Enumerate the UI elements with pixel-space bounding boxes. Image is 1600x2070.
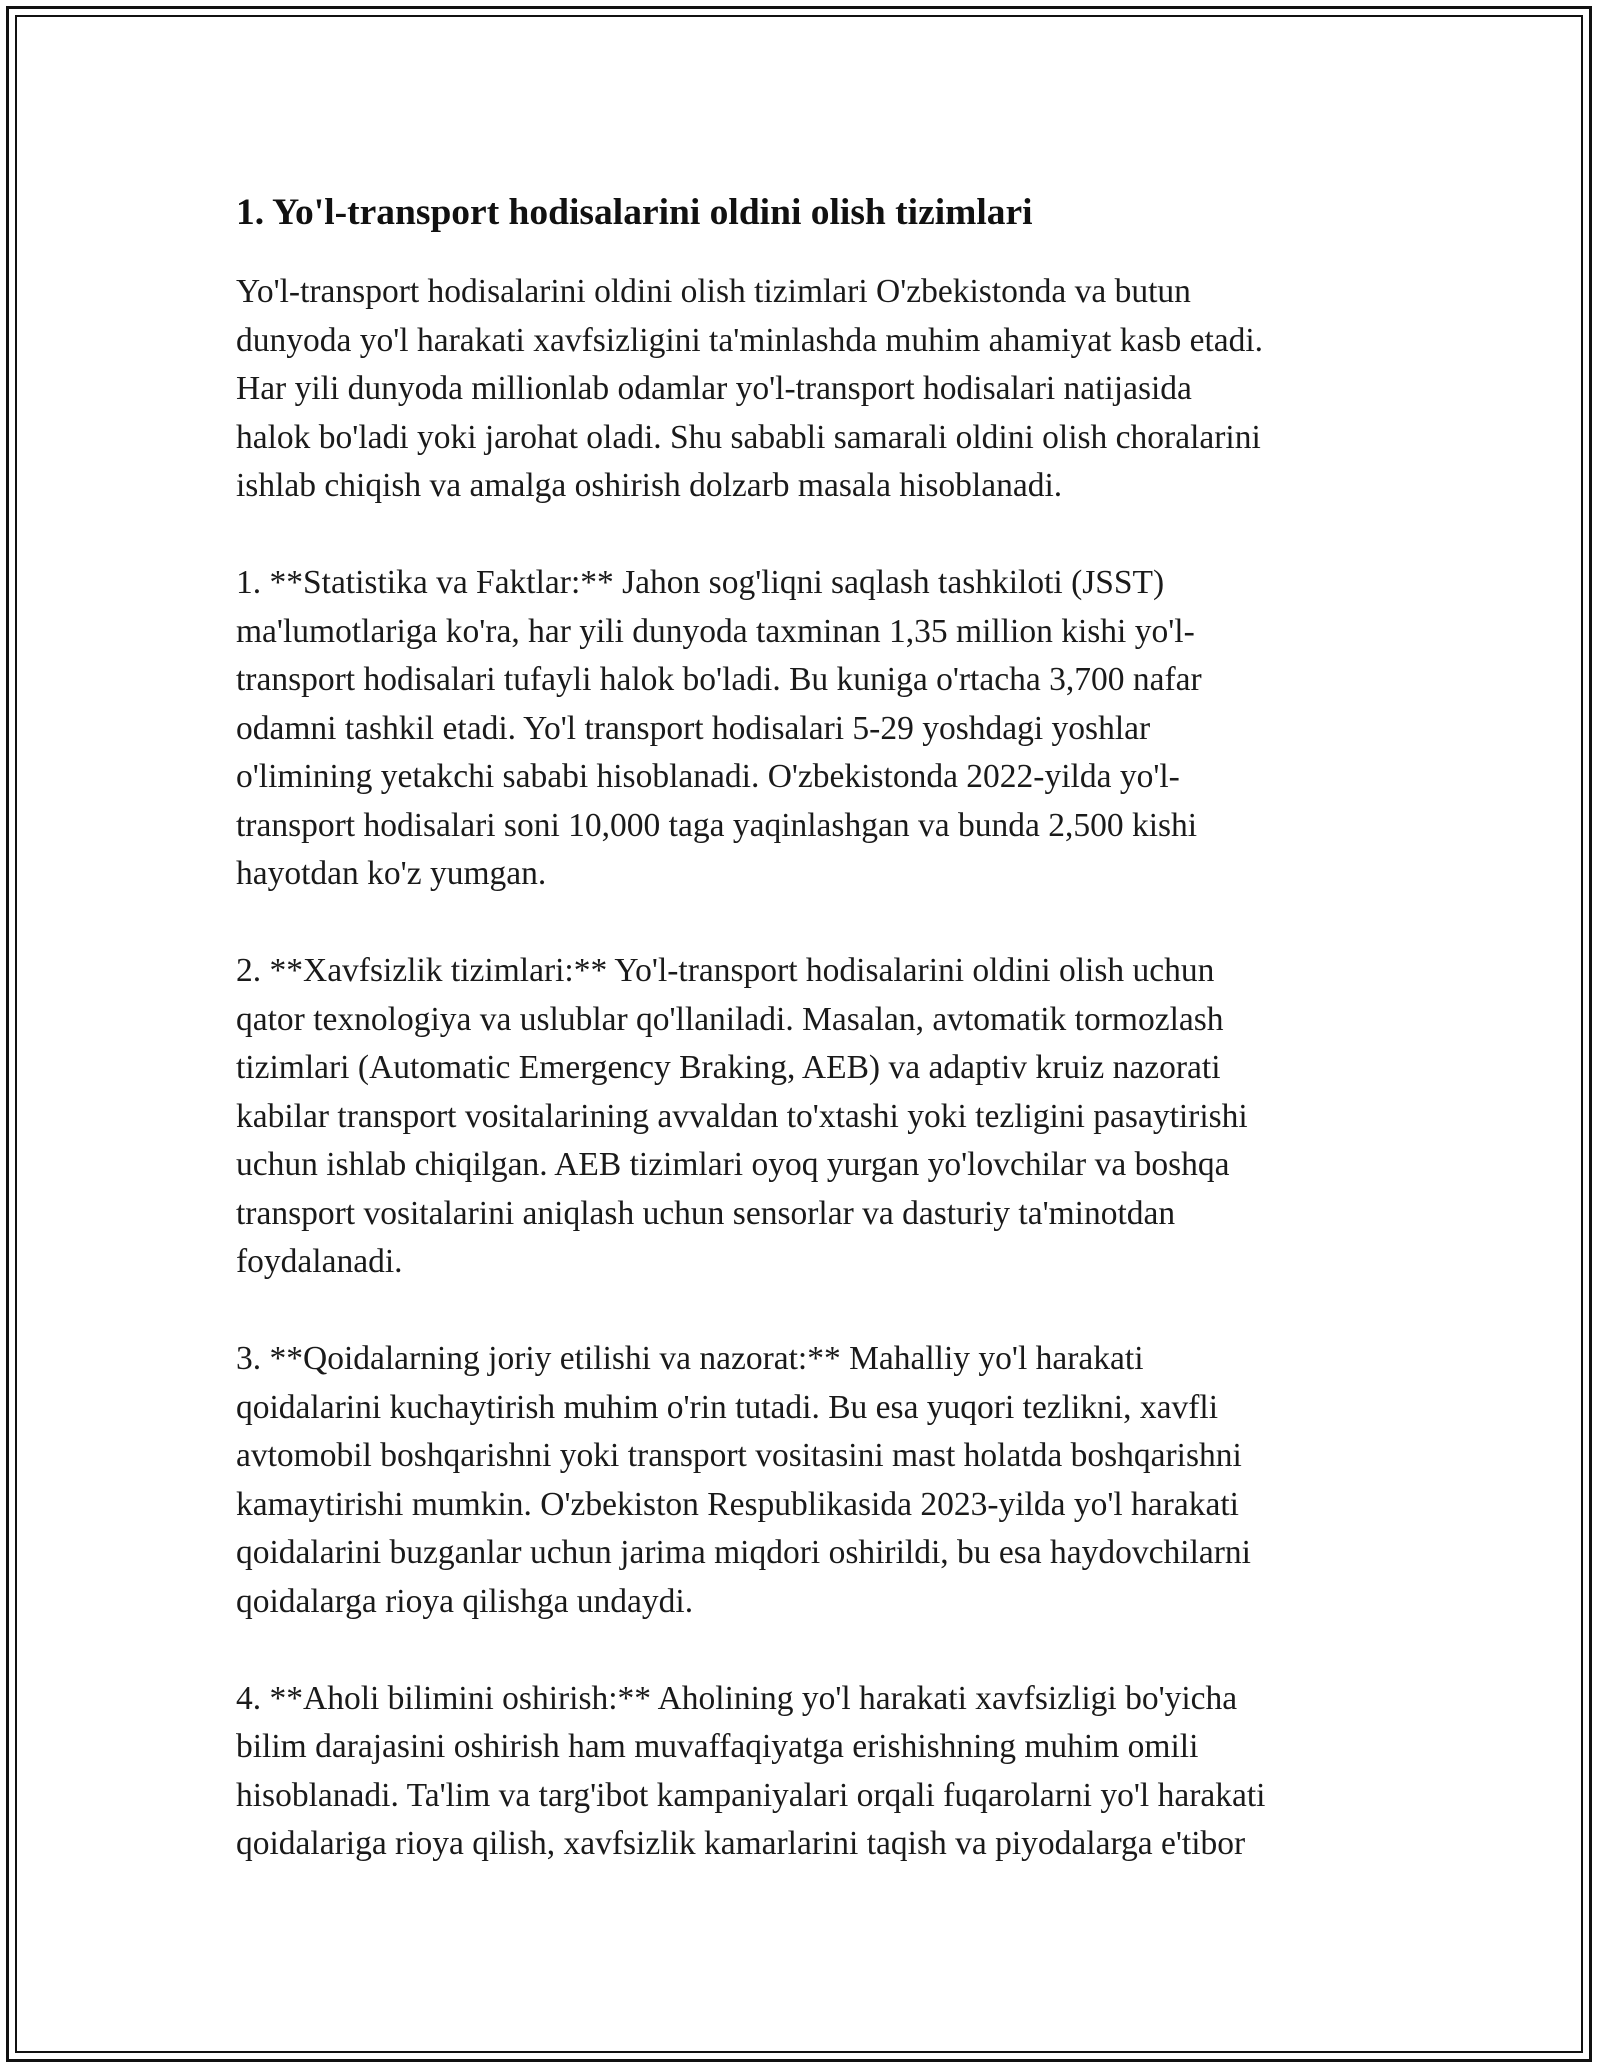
text-line: bilim darajasini oshirish ham muvaffaqiyatga erishishning muhim omili <box>236 1728 1199 1765</box>
text-line: qoidalarga rioya qilishga undaydi. <box>236 1582 694 1620</box>
text-line: tizimlari (Automatic Emergency Braking, AEB) va adaptiv kruiz nazorati <box>236 1049 1221 1086</box>
statistics-paragraph <box>236 559 1376 899</box>
text-line: kabilar transport vositalarining avvaldan to'xtashi yoki tezligini pasaytirishi <box>236 1097 1248 1135</box>
text-line: odamni tashkil etadi. Yo'l transport hodisalari 5-29 yoshdagi yoshlar <box>236 709 1151 747</box>
rules-enforcement-paragraph <box>236 1335 1376 1626</box>
intro-paragraph <box>236 268 1376 511</box>
paragraph-gap <box>236 511 1376 560</box>
section-heading: 1. Yo'l-transport hodisalarini oldini olish tizimlari <box>236 192 1033 233</box>
paragraph-gap <box>236 899 1376 948</box>
text-line: transport vositalarini aniqlash uchun sensorlar va dasturiy ta'minotdan <box>236 1194 1176 1232</box>
public-awareness-paragraph <box>236 1675 1376 1869</box>
text-line: hayotdan ko'z yumgan. <box>236 855 547 892</box>
text-line: qoidalariga rioya qilish, xavfsizlik kamarlarini taqish va piyodalarga e'tibor <box>236 1825 1246 1862</box>
text-line: foydalanadi. <box>236 1243 403 1280</box>
document-body <box>236 188 1376 1869</box>
text-line: ma'lumotlariga ko'ra, har yili dunyoda taxminan 1,35 million kishi yo'l- <box>236 612 1195 650</box>
text-line: 3. **Qoidalarning joriy etilishi va nazorat:** Mahalliy yo'l harakati <box>236 1340 1144 1377</box>
paragraph-gap <box>236 1626 1376 1675</box>
text-line: Yo'l-transport hodisalarini oldini olish tizimlari O'zbekistonda va butun <box>236 273 1191 310</box>
text-line: ishlab chiqish va amalga oshirish dolzarb masala hisoblanadi. <box>236 467 1063 504</box>
paragraph-gap <box>236 1287 1376 1336</box>
text-line: 4. **Aholi bilimini oshirish:** Aholining yo'l harakati xavfsizligi bo'yicha <box>236 1679 1238 1717</box>
text-line: qoidalarini buzganlar uchun jarima miqdori oshirildi, bu esa haydovchilarni <box>236 1534 1251 1571</box>
text-line: 2. **Xavfsizlik tizimlari:** Yo'l-transport hodisalarini oldini olish uchun <box>236 952 1215 989</box>
text-line: transport hodisalari soni 10,000 taga yaqinlashgan va bunda 2,500 kishi <box>236 806 1198 844</box>
text-line: o'limining yetakchi sababi hisoblanadi. O'zbekistonda 2022-yilda yo'l- <box>236 758 1180 795</box>
text-line: 1. **Statistika va Faktlar:** Jahon sog'liqni saqlash tashkiloti (JSST) <box>236 564 1165 601</box>
text-line: kamaytirishi mumkin. O'zbekiston Respublikasida 2023-yilda yo'l harakati <box>236 1485 1239 1523</box>
text-line: hisoblanadi. Ta'lim va targ'ibot kampaniyalari orqali fuqarolarni yo'l harakati <box>236 1776 1266 1814</box>
text-line: halok bo'ladi yoki jarohat oladi. Shu sababli samarali oldini olish choralarini <box>236 418 1261 456</box>
safety-systems-paragraph <box>236 947 1376 1287</box>
text-line: dunyoda yo'l harakati xavfsizligini ta'minlashda muhim ahamiyat kasb etadi. <box>236 321 1264 359</box>
text-line: Har yili dunyoda millionlab odamlar yo'l-transport hodisalari natijasida <box>236 370 1192 407</box>
text-line: uchun ishlab chiqilgan. AEB tizimlari oyoq yurgan yo'lovchilar va boshqa <box>236 1146 1230 1183</box>
text-line: qoidalarini kuchaytirish muhim o'rin tutadi. Bu esa yuqori tezlikni, xavfli <box>236 1388 1219 1426</box>
text-line: qator texnologiya va uslublar qo'llaniladi. Masalan, avtomatik tormozlash <box>236 1000 1224 1038</box>
text-line: avtomobil boshqarishni yoki transport vositasini mast holatda boshqarishni <box>236 1437 1242 1474</box>
text-line: transport hodisalari tufayli halok bo'ladi. Bu kuniga o'rtacha 3,700 nafar <box>236 661 1202 698</box>
